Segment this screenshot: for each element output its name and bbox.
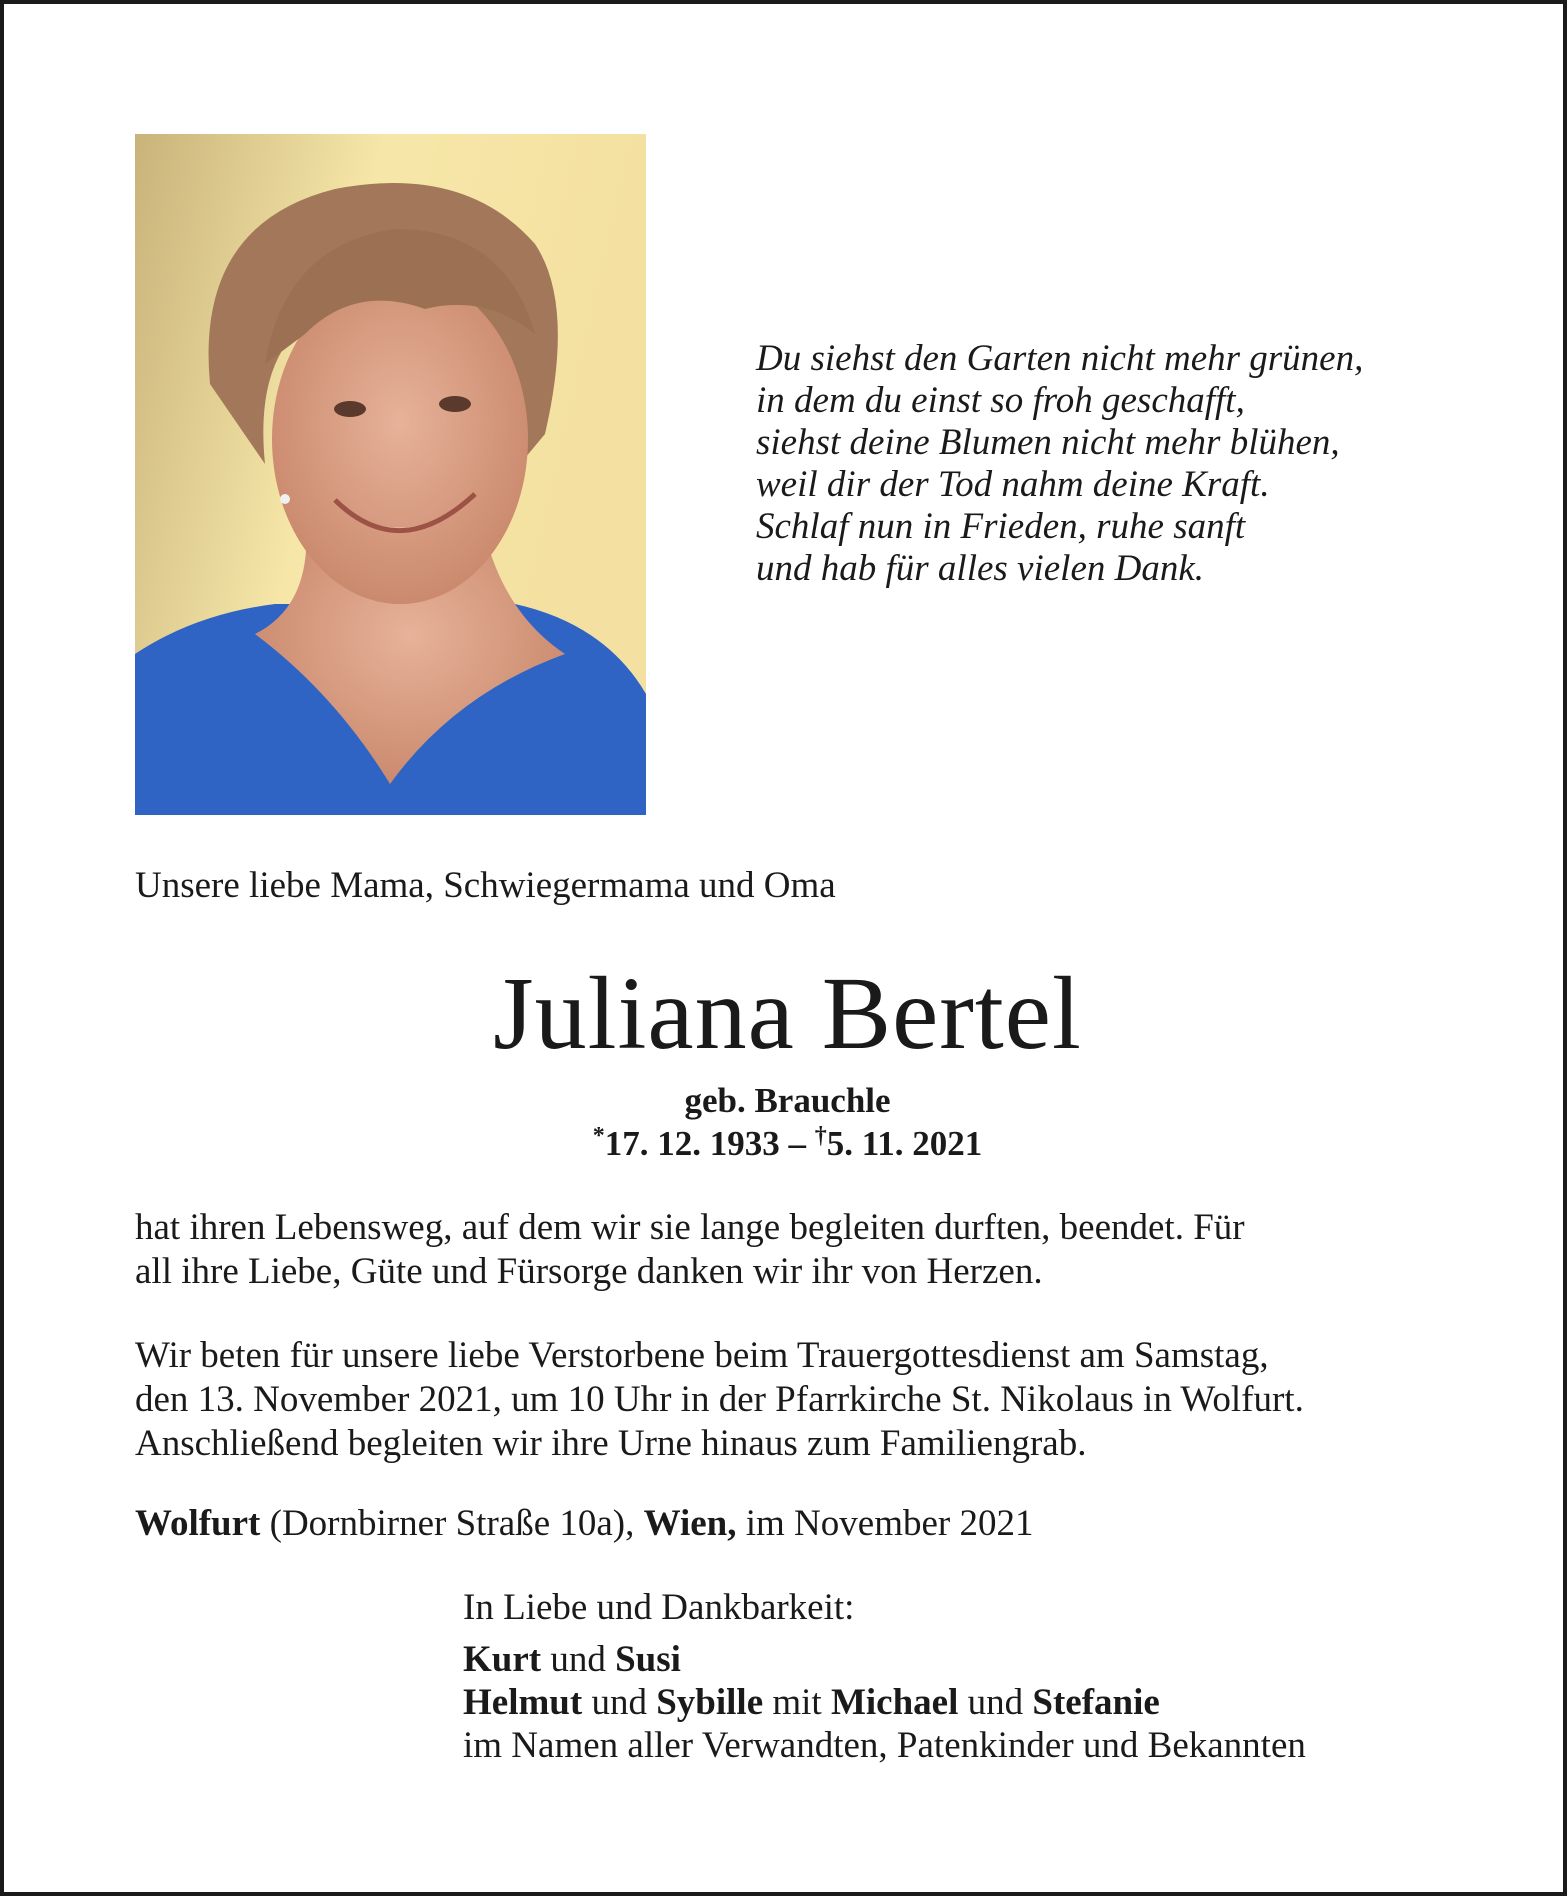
poem-line: in dem du einst so froh geschafft, <box>756 380 1245 421</box>
death-symbol: † <box>814 1123 827 1149</box>
signer-line <box>463 1638 1306 1681</box>
portrait-photo <box>135 134 646 815</box>
life-dates <box>4 1122 1567 1166</box>
signoff: In Liebe und Dankbarkeit: <box>463 1587 855 1628</box>
paragraph-line: hat ihren Lebensweg, auf dem wir sie lange begleiten durften, beendet. Für <box>135 1207 1245 1248</box>
poem-line: Du siehst den Garten nicht mehr grünen, <box>756 338 1364 379</box>
signer-name: Helmut <box>463 1682 583 1723</box>
signer-name: Susi <box>615 1639 681 1680</box>
signer-conjunction: und <box>582 1682 657 1723</box>
town-wolfurt: Wolfurt <box>135 1503 261 1544</box>
death-date: 5. 11. 2021 <box>826 1124 983 1163</box>
right-eye-shape <box>439 396 471 412</box>
paragraph-line: all ihre Liebe, Güte und Fürsorge danken wir ihr von Herzen. <box>135 1251 1043 1292</box>
signer-line: im Namen aller Verwandten, Patenkinder und Bekannten <box>463 1725 1306 1766</box>
signers <box>463 1638 1306 1767</box>
intro-line: Unsere liebe Mama, Schwiegermama und Oma <box>135 865 836 906</box>
signer-line <box>463 1681 1306 1724</box>
birth-symbol: * <box>592 1123 605 1149</box>
address: (Dornbirner Straße 10a), <box>260 1503 644 1544</box>
signer-name: Sybille <box>656 1682 764 1723</box>
deceased-name: Juliana Bertel <box>493 956 1082 1071</box>
signer-conjunction: mit <box>763 1682 831 1723</box>
poem-line: und hab für alles vielen Dank. <box>756 548 1205 589</box>
paragraph-life <box>135 1206 1455 1294</box>
paragraph-line: Anschließend begleiten wir ihre Urne hinaus zum Familiengrab. <box>135 1423 1087 1464</box>
poem <box>756 338 1476 590</box>
signer-conjunction: und <box>958 1682 1033 1723</box>
earring-shape <box>280 494 290 504</box>
poem-line: weil dir der Tod nahm deine Kraft. <box>756 464 1270 505</box>
signer-name: Michael <box>830 1682 959 1723</box>
date-dash: – <box>779 1124 815 1163</box>
left-eye-shape <box>334 401 366 417</box>
town-wien: Wien, <box>643 1503 737 1544</box>
poem-line: Schlaf nun in Frieden, ruhe sanft <box>756 506 1246 547</box>
signer-conjunction: und <box>541 1639 616 1680</box>
paragraph-service <box>135 1334 1455 1466</box>
birth-date: 17. 12. 1933 <box>604 1124 780 1163</box>
signer-name: Kurt <box>463 1639 542 1680</box>
paragraph-line: den 13. November 2021, um 10 Uhr in der Pfarrkirche St. Nikolaus in Wolfurt. <box>135 1379 1304 1420</box>
place-date: im November 2021 <box>736 1503 1034 1544</box>
portrait-illustration <box>135 134 646 815</box>
place-date-line <box>135 1502 1033 1546</box>
poem-line: siehst deine Blumen nicht mehr blühen, <box>756 422 1340 463</box>
paragraph-line: Wir beten für unsere liebe Verstorbene beim Trauergottesdienst am Samstag, <box>135 1335 1269 1376</box>
signer-name: Stefanie <box>1032 1682 1160 1723</box>
birth-name: geb. Brauchle <box>684 1081 891 1120</box>
